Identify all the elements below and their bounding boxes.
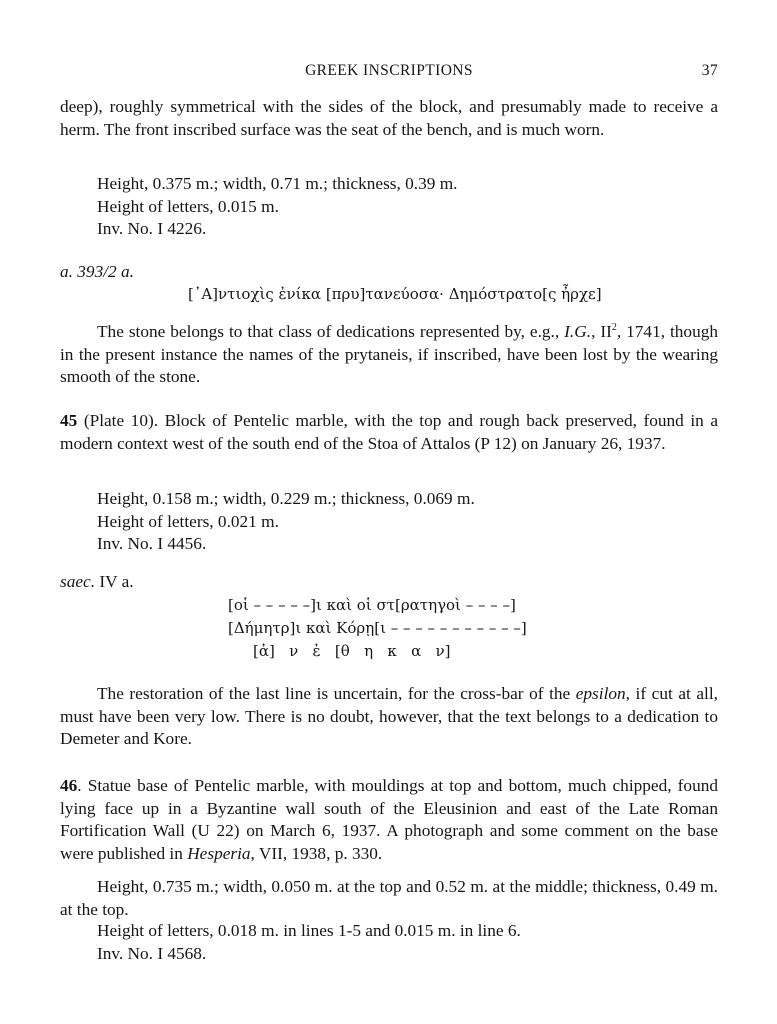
entry-45-measurements xyxy=(97,488,718,556)
greek-inscription-line: [ἀ] ν ἑ [θ η κ α ν] xyxy=(253,642,451,660)
greek-inscription-line: [οἱ – – – – –]ι καὶ οἱ στ[ρατηγοὶ – – – –] xyxy=(228,596,516,614)
commentary-text: The restoration of the last line is uncertain, for the cross-bar of the xyxy=(97,684,576,703)
date-value: IV a. xyxy=(95,572,134,591)
entry-number: 45 xyxy=(60,411,78,430)
edition-superscript: 2 xyxy=(611,322,617,334)
greek-inscription-line: [᾽Α]ντιοχὶς ἐνίκα [πρυ]τανεύοσα· Δημόστρατο[ς ἦρχε] xyxy=(188,285,602,303)
commentary-text: , 1741, though in the present instance the names of the prytaneis, if inscribed, have been lost by the wearing smooth of the stone. xyxy=(60,322,718,387)
entry-46-measurements: Height, 0.735 m.; width, 0.050 m. at the top and 0.52 m. at the middle; thickness, 0.49 m. at the top. xyxy=(60,877,718,919)
measurements-line: Height, 0.375 m.; width, 0.71 m.; thickness, 0.39 m. xyxy=(97,174,458,193)
commentary-reference: I.G. xyxy=(564,322,592,341)
letter-height-line: Height of letters, 0.021 m. xyxy=(97,511,279,531)
page-number: 37 xyxy=(701,62,718,79)
entry-46-details xyxy=(97,920,718,965)
greek-inscription-line: [Δήμητρ]ι καὶ Κόρῃ[ι – – – – – – – – – – –] xyxy=(228,619,527,637)
entry-45-description xyxy=(60,410,718,455)
letter-height-line: Height of letters, 0.018 m. in lines 1-5 and 0.015 m. in line 6. xyxy=(97,921,521,940)
entry-number: 46 xyxy=(60,776,78,795)
inscription-date xyxy=(60,571,718,594)
intro-paragraph: deep), roughly symmetrical with the sides of the block, and presumably made to receive a herm. The front inscribed surface was the seat of the bench, and is much worn. xyxy=(60,97,718,139)
entry-description: (Plate 10). Block of Pentelic marble, with the top and rough back preserved, found in a modern context west of the south end of the Stoa of Attalos (P 12) on January 26, 1937. xyxy=(60,411,718,453)
intro-measurements xyxy=(97,173,718,241)
commentary-text: , II xyxy=(591,322,612,341)
commentary-text: The stone belongs to that class of dedications represented by, e.g., xyxy=(97,322,565,341)
intro-commentary xyxy=(60,321,718,389)
inventory-number: Inv. No. I 4568. xyxy=(97,943,207,963)
commentary-text: , if cut at all, must have been very low. There is no doubt, however, that the text belongs to a dedication to Demeter and Kore. xyxy=(60,684,718,749)
entry-45-commentary xyxy=(60,683,718,751)
date-label: saec. xyxy=(60,572,96,591)
letter-height-line: Height of letters, 0.015 m. xyxy=(97,196,279,216)
entry-description: . Statue base of Pentelic marble, with mouldings at top and bottom, much chipped, found lying face up in a Byzantine wall south of the Eleusinion and east of the Late Roman Fortification Wall (U 22) on March 6, 1937. A photograph and some comment on the base were published in xyxy=(60,776,718,863)
page-header xyxy=(60,62,718,82)
journal-title: Hesperia xyxy=(187,843,251,863)
inscription-date: a. 393/2 a. xyxy=(60,262,134,281)
inventory-number: Inv. No. I 4456. xyxy=(97,534,207,554)
inventory-number: Inv. No. I 4226. xyxy=(97,219,207,239)
measurements-line: Height, 0.158 m.; width, 0.229 m.; thickness, 0.069 m. xyxy=(97,489,475,508)
entry-46-description xyxy=(60,775,718,865)
running-title: GREEK INSCRIPTIONS xyxy=(305,62,473,79)
epsilon-term: epsilon xyxy=(575,684,626,703)
entry-description: , VII, 1938, p. 330. xyxy=(250,843,383,863)
